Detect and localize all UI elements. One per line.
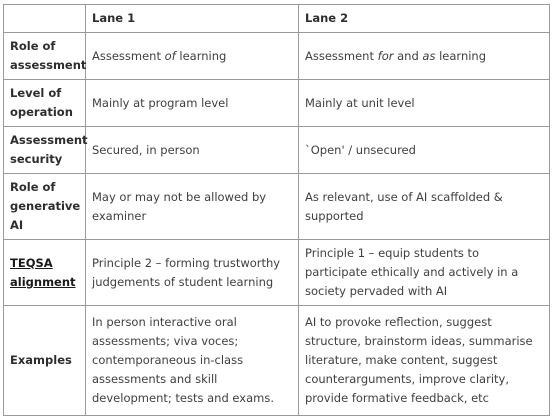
cell-lane-2: AI to provoke reflection, suggest structure, brainstorm ideas, summarise literature, make content, suggest counterarguments, improve clarity, provide formative feedback, etc [299, 306, 550, 416]
cell-text: and [393, 48, 423, 63]
row-label-level-of-operation: Level of operation [4, 80, 86, 127]
cell-text: Assessment [305, 48, 378, 63]
header-row [4, 5, 550, 33]
row-label-examples: Examples [4, 306, 86, 416]
cell-lane-2: Mainly at unit level [299, 80, 550, 127]
cell-lane-2: `Open' / unsecured [299, 127, 550, 174]
cell-lane-1 [86, 33, 299, 80]
lanes-comparison-table [3, 4, 550, 416]
table-row [4, 80, 550, 127]
header-lane-1: Lane 1 [86, 5, 299, 33]
table-row [4, 33, 550, 80]
teqsa-alignment-link[interactable]: TEQSA alignment [10, 255, 76, 289]
cell-text: learning [435, 48, 487, 63]
cell-lane-1: In person interactive oral assessments; viva voces; contemporaneous in-class assessments and skill development; tests and exams. [86, 306, 299, 416]
cell-lane-2 [299, 33, 550, 80]
header-lane-2: Lane 2 [299, 5, 550, 33]
document-page [0, 4, 558, 408]
header-empty-cell [4, 5, 86, 33]
cell-text: learning [175, 48, 227, 63]
cell-lane-1: Mainly at program level [86, 80, 299, 127]
row-label-assessment-security: Assessment security [4, 127, 86, 174]
table-row [4, 240, 550, 306]
cell-text: Assessment [92, 48, 165, 63]
cell-lane-1: May or may not be allowed by examiner [86, 174, 299, 240]
table-row [4, 306, 550, 416]
row-label-role-of-generative-ai: Role of generative AI [4, 174, 86, 240]
table-row [4, 174, 550, 240]
cell-emphasis: as [422, 48, 436, 63]
cell-lane-1: Principle 2 – forming trustworthy judgements of student learning [86, 240, 299, 306]
table-row [4, 127, 550, 174]
cell-lane-2: As relevant, use of AI scaffolded & supported [299, 174, 550, 240]
row-label-role-of-assessment: Role of assessment [4, 33, 86, 80]
cell-emphasis: for [377, 48, 394, 63]
row-label-teqsa-alignment [4, 240, 86, 306]
cell-lane-2: Principle 1 – equip students to participate ethically and actively in a society pervaded with AI [299, 240, 550, 306]
cell-lane-1: Secured, in person [86, 127, 299, 174]
cell-emphasis: of [164, 48, 176, 63]
